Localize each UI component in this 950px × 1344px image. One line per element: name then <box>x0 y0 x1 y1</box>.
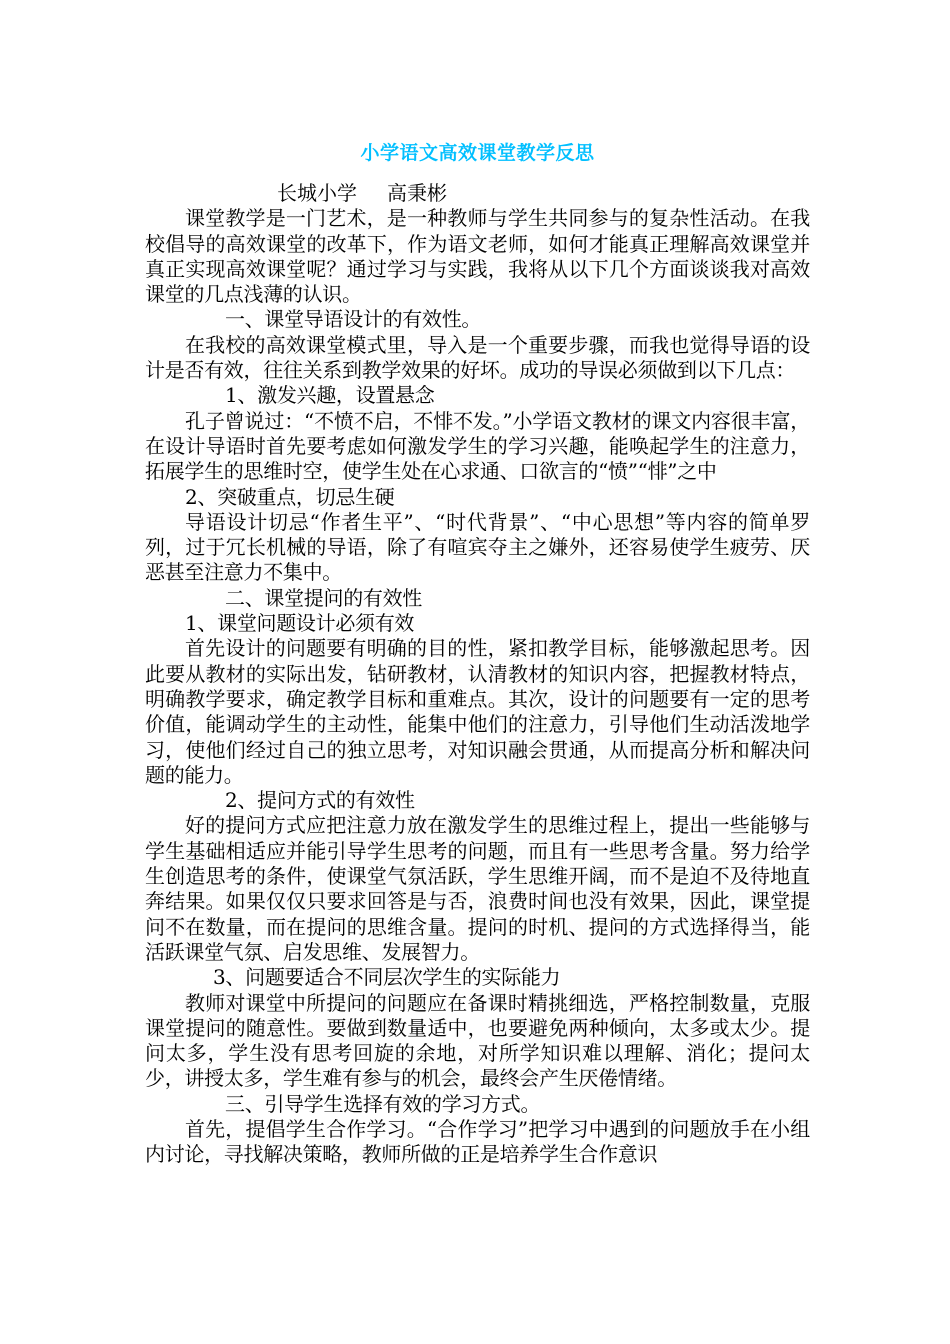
item-number: 二、 <box>225 585 265 610</box>
heading-text: 问题要适合不同层次学生的实际能力 <box>245 965 561 990</box>
item-number: 1、 <box>225 383 258 408</box>
subsection-heading <box>145 965 810 990</box>
heading-text: 提问方式的有效性 <box>257 788 415 813</box>
section-heading <box>145 586 810 611</box>
heading-text: 课堂提问的有效性 <box>264 585 423 610</box>
body-paragraph: 教师对课堂中所提问的问题应在备课时精挑细选，严格控制数量，克服课堂提问的随意性。要做到数量适中，也要避免两种倾向，太多或太少。提问太多，学生没有思考回旋的余地，对所学知识难以理解、消化；提问太少，讲授太多，学生难有参与的机会，最终会产生厌倦情绪。 <box>145 990 810 1091</box>
subsection-heading <box>145 383 810 408</box>
item-number: 一、 <box>225 307 265 332</box>
item-number: 3、 <box>213 965 246 990</box>
author-name: 高秉彬 <box>387 181 447 205</box>
subsection-heading: 1、课堂问题设计必须有效 <box>185 611 415 636</box>
heading-text: 课堂导语设计的有效性。 <box>264 307 482 332</box>
item-number: 三、 <box>225 1091 265 1116</box>
item-number: 2、 <box>225 788 258 813</box>
heading-text: 引导学生选择有效的学习方式。 <box>264 1091 541 1116</box>
school-name: 长城小学 <box>277 181 357 205</box>
heading-text: 激发兴趣，设置悬念 <box>257 383 435 408</box>
body-paragraph: 在我校的高效课堂模式里，导入是一个重要步骤，而我也觉得导语的设计是否有效，往往关系到教学效果的好坏。成功的导误必须做到以下几点： <box>145 332 810 383</box>
section-heading <box>145 307 810 332</box>
subsection-heading <box>145 788 810 813</box>
body-paragraph: 首先设计的问题要有明确的目的性，紧扣教学目标，能够激起思考。因此要从教材的实际出发，钻研教材，认清教材的知识内容，把握教材特点，明确教学要求，确定教学目标和重难点。其次，设计的问题要有一定的思考价值，能调动学生的主动性，能集中他们的注意力，引导他们生动活泼地学习，使他们经过自己的独立思考，对知识融会贯通，从而提高分析和解决问题的能力。 <box>145 636 810 787</box>
body-paragraph: 导语设计切忌“作者生平”、“时代背景”、“中心思想”等内容的简单罗列，过于冗长机械的导语，除了有喧宾夺主之嫌外，还容易使学生疲劳、厌恶甚至注意力不集中。 <box>145 509 810 585</box>
document-body <box>145 206 810 1167</box>
document-page <box>145 132 810 1168</box>
body-paragraph: 孔子曾说过：“不愤不启，不悱不发。”小学语文教材的课文内容很丰富，在设计导语时首先要考虑如何激发学生的学习兴趣，能唤起学生的注意力，拓展学生的思维时空，使学生处在心求通、口欲言的“愤”“悱”之中 <box>145 408 810 484</box>
body-paragraph: 首先，提倡学生合作学习。“合作学习”把学习中遇到的问题放手在小组内讨论，寻找解决策略，教师所做的正是培养学生合作意识 <box>145 1116 810 1167</box>
document-title: 小学语文高效课堂教学反思 <box>360 142 595 164</box>
author-line <box>145 181 810 206</box>
body-paragraph: 好的提问方式应把注意力放在激发学生的思维过程上，提出一些能够与学生基础相适应并能引导学生思考的问题，而且有一些思考含量。努力给学生创造思考的条件，使课堂气氛活跃，学生思维开阔，而不是迫不及待地直奔结果。如果仅仅只要求回答是与否，浪费时间也没有效果，因此，课堂提问不在数量，而在提问的思维含量。提问的时机、提问的方式选择得当，能活跃课堂气氛、启发思维、发展智力。 <box>145 813 810 964</box>
subsection-heading: 2、突破重点，切忌生硬 <box>185 484 395 509</box>
body-paragraph: 课堂教学是一门艺术，是一种教师与学生共同参与的复杂性活动。在我校倡导的高效课堂的改革下，作为语文老师，如何才能真正理解高效课堂并真正实现高效课堂呢？通过学习与实践，我将从以下几个方面谈谈我对高效课堂的几点浅薄的认识。 <box>145 206 810 307</box>
section-heading <box>145 1092 810 1117</box>
